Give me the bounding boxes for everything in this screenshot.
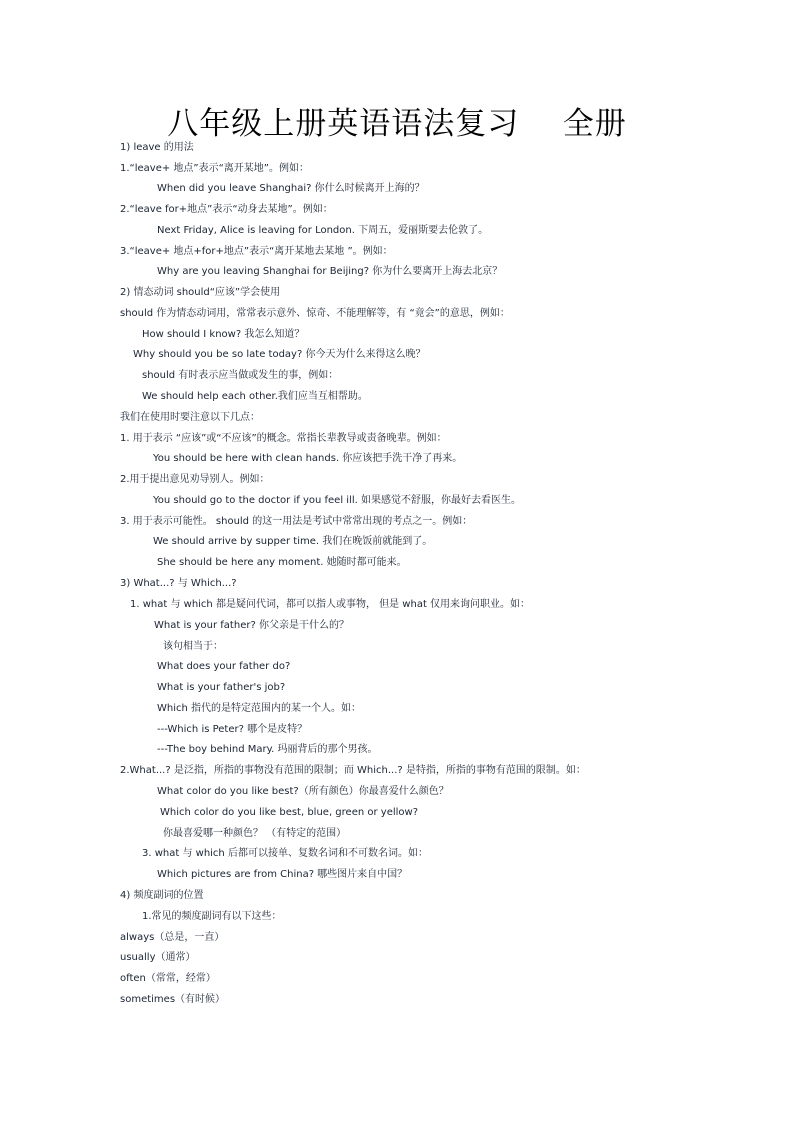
document-title: 八年级上册英语语法复习 全册 bbox=[167, 106, 627, 142]
text-line: What is your father's job? bbox=[157, 682, 286, 693]
text-line: 3. what 与 which 后都可以接单、复数名词和不可数名词。如： bbox=[142, 848, 428, 859]
text-line: 1.常见的频度副词有以下这些： bbox=[142, 911, 282, 922]
text-line: should 有时表示应当做或发生的事，例如： bbox=[142, 370, 339, 381]
text-line: Why should you be so late today? 你今天为什么来得这么晚？ bbox=[133, 349, 426, 360]
text-line: She should be here any moment. 她随时都可能来。 bbox=[157, 557, 407, 568]
text-line: What is your father? 你父亲是干什么的？ bbox=[154, 620, 349, 631]
text-line: 2.What...? 是泛指，所指的事物没有范围的限制；而 Which...? 是特指，所指的事物有范围的限制。如： bbox=[120, 765, 586, 776]
text-line: often（常常，经常） bbox=[120, 973, 216, 984]
text-line: We should arrive by supper time. 我们在晚饭前就能到了。 bbox=[153, 536, 433, 547]
text-line: 2) 情态动词 should“应该”学会使用 bbox=[120, 287, 281, 298]
text-line: 1. what 与 which 都是疑问代词，都可以指人或事物， 但是 what 仅用来询问职业。如： bbox=[130, 599, 531, 610]
text-line: 2.“leave for+地点”表示“动身去某地”。例如： bbox=[120, 204, 333, 215]
text-line: 该句相当于： bbox=[163, 641, 223, 652]
text-line: We should help each other.我们应当互相帮助。 bbox=[142, 391, 368, 402]
text-line: ---The boy behind Mary. 玛丽背后的那个男孩。 bbox=[157, 744, 378, 755]
text-line: You should go to the doctor if you feel ill. 如果感觉不舒服，你最好去看医生。 bbox=[153, 495, 521, 506]
text-line: ---Which is Peter? 哪个是皮特？ bbox=[157, 724, 308, 735]
text-line: 我们在使用时要注意以下几点： bbox=[120, 412, 260, 423]
text-line: Which color do you like best, blue, green or yellow? bbox=[160, 807, 419, 818]
text-line: 1. 用于表示 “应该”或“不应该”的概念。常指长辈教导或责备晚辈。例如： bbox=[120, 433, 447, 444]
text-line: Which pictures are from China? 哪些图片来自中国？ bbox=[157, 869, 408, 880]
text-line: should 作为情态动词用，常常表示意外、惊奇、不能理解等，有 “竟会”的意思，例如： bbox=[120, 308, 510, 319]
text-line: What color do you like best?（所有颜色）你最喜爱什么颜色？ bbox=[157, 786, 449, 797]
text-line: When did you leave Shanghai? 你什么时候离开上海的？ bbox=[157, 183, 425, 194]
text-line: Which 指代的是特定范围内的某一个人。如： bbox=[157, 703, 362, 714]
text-line: What does your father do? bbox=[157, 661, 291, 672]
text-line: 3. 用于表示可能性。 should 的这一用法是考试中常常出现的考点之一。例如： bbox=[120, 516, 473, 527]
text-line: Next Friday, Alice is leaving for London. 下周五，爱丽斯要去伦敦了。 bbox=[157, 225, 489, 236]
text-line: sometimes（有时候） bbox=[120, 994, 226, 1005]
text-line: 1) leave 的用法 bbox=[120, 142, 194, 153]
text-line: usually（通常） bbox=[120, 952, 196, 963]
text-line: 3.“leave+ 地点+for+地点”表示“离开某地去某地 ”。例如： bbox=[120, 246, 393, 257]
text-line: You should be here with clean hands. 你应该把手洗干净了再来。 bbox=[153, 453, 463, 464]
text-line: 2.用于提出意见劝导别人。例如： bbox=[120, 474, 270, 485]
text-line: 你最喜爱哪一种颜色？ （有特定的范围） bbox=[163, 828, 347, 839]
text-line: always（总是，一直） bbox=[120, 932, 225, 943]
text-line: How should I know? 我怎么知道？ bbox=[142, 329, 305, 340]
text-line: 4) 频度副词的位置 bbox=[120, 890, 204, 901]
text-line: 1.“leave+ 地点”表示“离开某地”。例如： bbox=[120, 163, 309, 174]
text-line: 3) What...? 与 Which...? bbox=[120, 578, 237, 589]
text-line: Why are you leaving Shanghai for Beijing? 你为什么要离开上海去北京？ bbox=[157, 266, 503, 277]
